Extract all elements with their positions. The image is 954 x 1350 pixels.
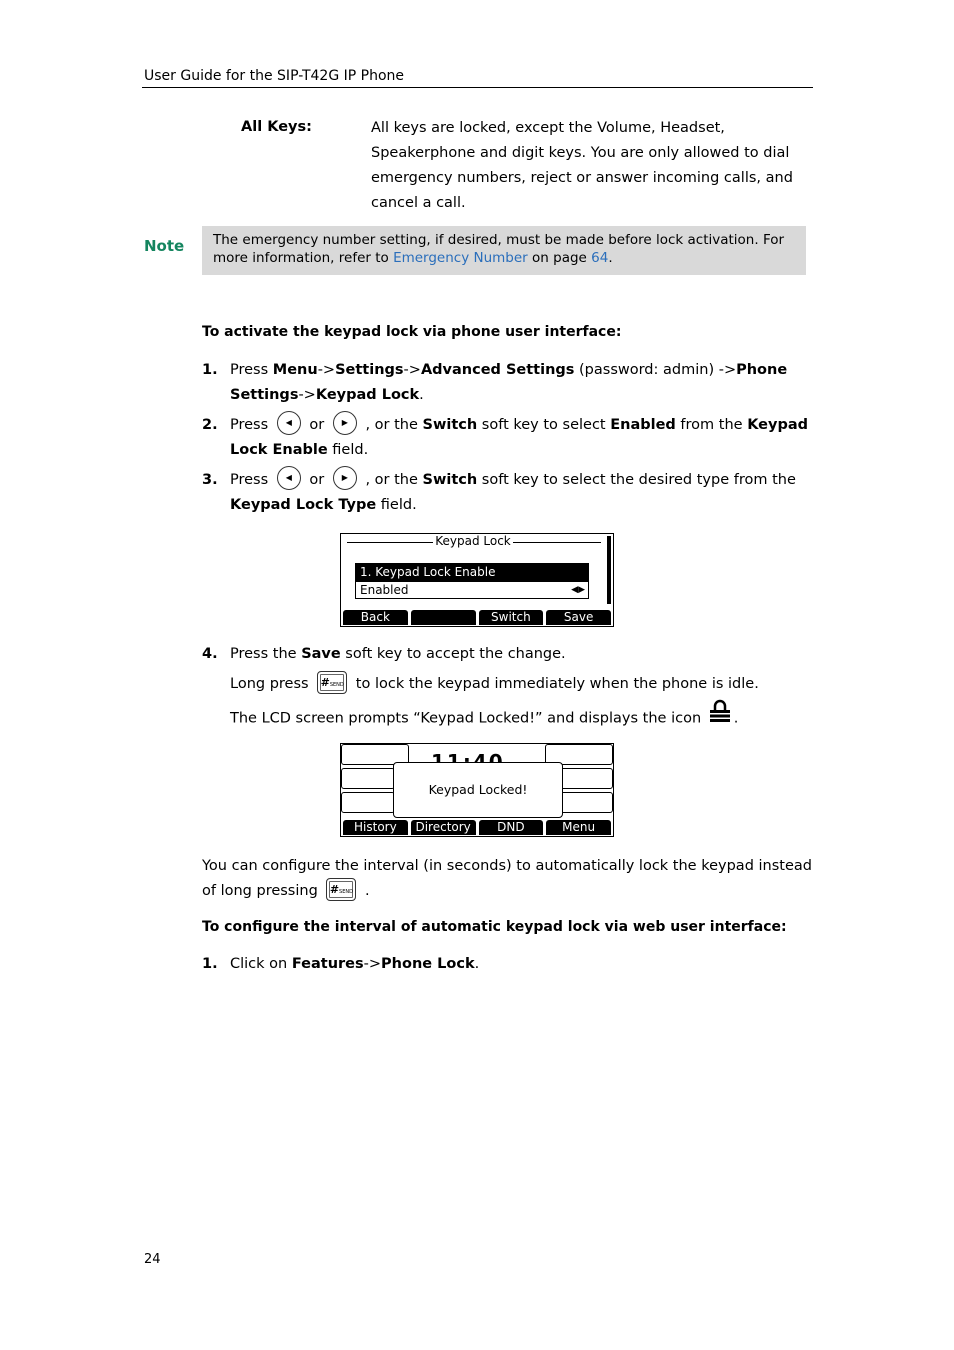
softkey-switch: Switch [479,610,544,625]
pound-glyph: # [320,675,330,689]
step-2 [230,413,815,463]
note-text: The emergency number setting, if desired, must be made before lock activation. For more information, refer to [213,232,785,266]
settings-term: Settings [335,362,404,378]
step-text: Press [230,362,273,378]
section-heading-phone-ui: To activate the keypad lock via phone user interface: [202,324,622,340]
web-step-1 [230,952,815,977]
step-text: to lock the keypad immediately when the phone is idle. [351,676,759,692]
step-text: Click on [230,956,292,972]
selected-menu-item: 1. Keypad Lock Enable [355,563,589,581]
running-header: User Guide for the SIP-T42G IP Phone [144,68,405,84]
line-key-cell [559,768,613,789]
emergency-number-link[interactable]: Emergency Number [393,250,528,266]
keypad-lock-term: Keypad Lock [315,387,420,403]
step-text: (password: admin) -> [574,362,737,378]
switch-term: Switch [422,417,478,433]
line-key-cell [559,792,613,813]
section-heading-web-ui: To configure the interval of automatic keypad lock via web user interface: [202,919,787,935]
step-text: -> [363,956,382,972]
step-text: Press [230,472,273,488]
menu-term: Menu [272,362,318,378]
step-text: Press the [230,646,302,662]
pound-sub-glyph: SEND [339,888,353,895]
interval-paragraph [202,854,812,904]
line-key-cell [341,792,395,813]
step-text: . [474,956,480,972]
page-link[interactable]: 64 [591,250,609,266]
left-arrow-key-icon: ◀ [277,466,301,490]
step-text: -> [317,362,336,378]
keypad-lock-enable-term: Keypad Lock Enable [230,417,808,458]
step-3 [230,468,815,518]
step-4 [230,642,815,667]
step-text: or [304,417,329,433]
step-text: field. [327,442,369,458]
paragraph-text: You can configure the interval (in seconds) to automatically lock the keypad instead of long pressing [202,858,812,899]
page-number: 24 [144,1252,161,1267]
pound-key-icon [317,671,347,694]
lcd-screenshot-keypad-lock [340,533,614,627]
features-term: Features [291,956,364,972]
switch-term: Switch [422,472,478,488]
step-text: soft key to accept the change. [340,646,566,662]
step-text: soft key to select [477,417,611,433]
softkey-bar [343,820,611,835]
step-number: 2. [202,417,218,433]
step-number: 1. [202,362,218,378]
enabled-term: Enabled [610,417,676,433]
pound-glyph: # [329,882,340,896]
pound-key-icon [326,878,356,901]
keypad-lock-type-term: Keypad Lock Type [230,497,377,513]
scrollbar [607,536,611,604]
line-key-cell [341,768,395,789]
note-text-middle: on page [527,250,592,266]
field-value [355,581,589,599]
left-arrow-key-icon: ◀ [277,411,301,435]
step-text: , or the [360,417,423,433]
phone-lock-term: Phone Lock [381,956,475,972]
softkey-bar [343,610,611,625]
step-text: soft key to select the desired type from the [477,472,796,488]
pound-sub-glyph: SEND [329,681,344,688]
step-text: . [733,710,739,727]
all-keys-label: All Keys: [241,119,312,135]
softkey-history: History [343,820,408,835]
step-text: or [304,472,329,488]
save-term: Save [301,646,341,662]
advanced-settings-term: Advanced Settings [420,362,575,378]
step-text: -> [298,387,316,403]
step-number: 3. [202,472,218,488]
header-rule [142,87,813,88]
note-text-end: . [608,250,613,266]
step-text: , or the [360,472,423,488]
note-label: Note [144,237,185,255]
lock-icon [708,699,732,732]
softkey-save: Save [546,610,611,625]
step-text: -> [403,362,421,378]
softkey-directory: Directory [411,820,476,835]
field-value-text: Enabled [360,583,409,597]
step-text: from the [675,417,748,433]
lcd-title-text: Keypad Lock [435,534,511,548]
note-box [202,226,806,275]
softkey-empty [411,610,476,625]
softkey-back: Back [343,610,408,625]
paragraph-text: . [360,883,370,899]
step-text: Press [230,417,273,433]
keypad-locked-popup: Keypad Locked! [393,762,563,818]
step-text: Long press [230,676,314,692]
step-text: The LCD screen prompts “Keypad Locked!” and displays the icon [230,710,706,727]
all-keys-description: All keys are locked, except the Volume, Headset, Speakerphone and digit keys. You are only allowed to dial emergency numbers, reject or answer incoming calls, and cancel a call. [371,120,793,211]
long-press-instruction [230,672,815,697]
step-text: . [419,387,424,403]
lcd-screenshot-keypad-locked [340,743,614,837]
right-arrow-key-icon: ▶ [333,411,357,435]
step-number: 4. [202,646,218,662]
left-right-arrows-icon: ◀▶ [571,585,585,595]
lcd-title [341,534,605,548]
softkey-dnd: DND [479,820,544,835]
step-1 [230,358,815,408]
lcd-prompt-description [230,702,815,735]
phone-settings-term: Phone Settings [230,362,788,403]
step-number: 1. [202,956,218,972]
softkey-menu: Menu [546,820,611,835]
right-arrow-key-icon: ▶ [333,466,357,490]
step-text: field. [376,497,417,513]
